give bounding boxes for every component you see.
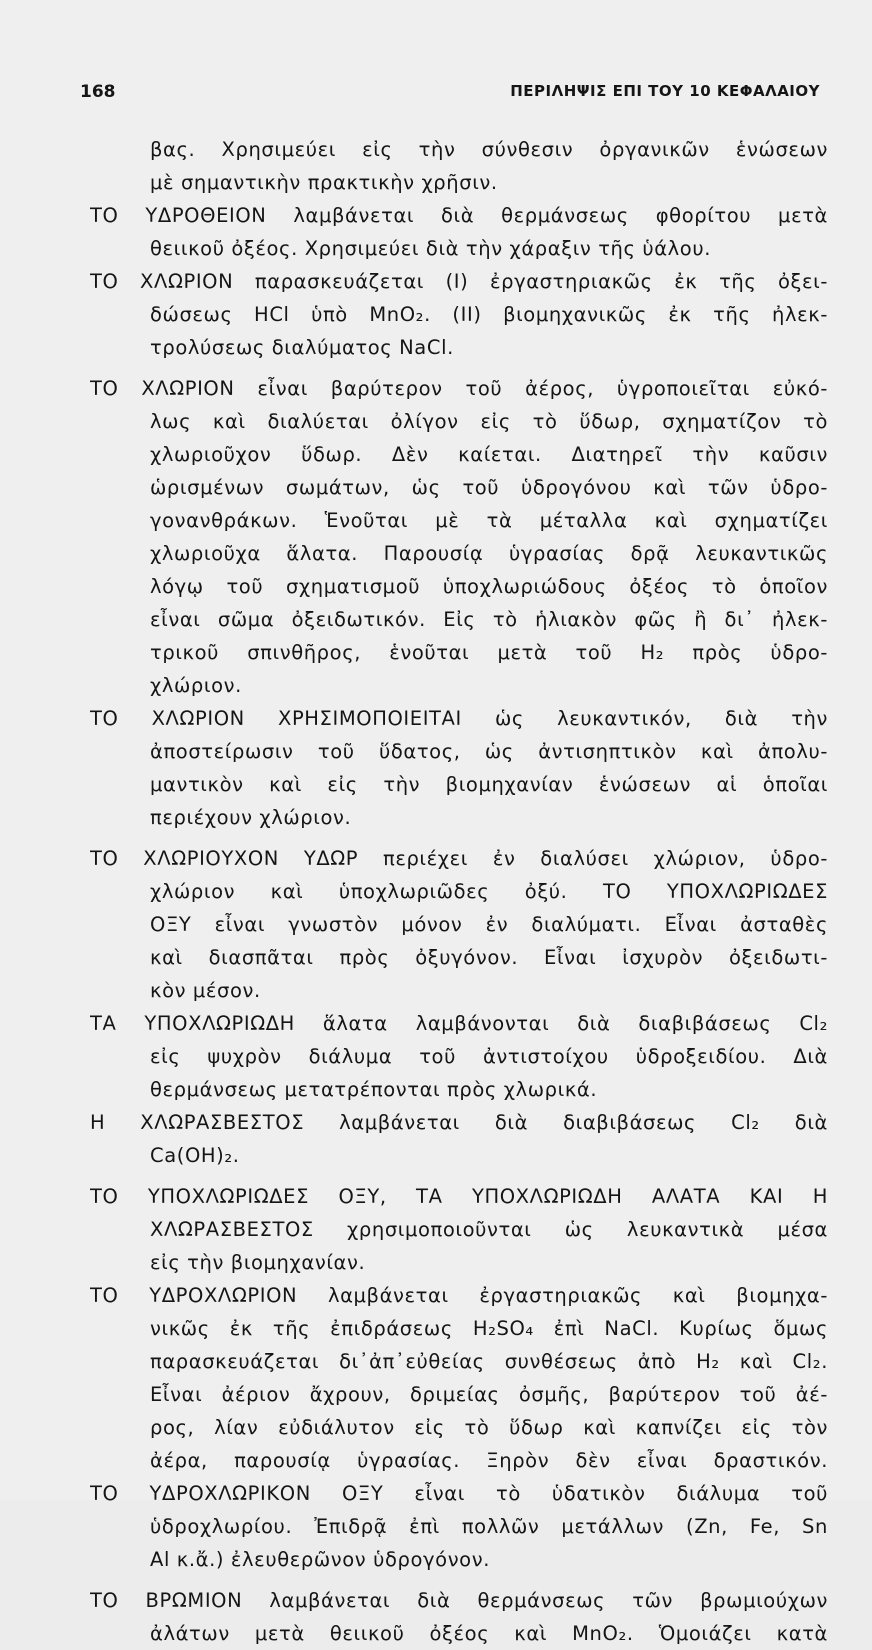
text-line: ΤΟ ΧΛΩΡΙΟΝ ΧΡΗΣΙΜΟΠΟΙΕΙΤΑΙ ὡς λευκαντικόν, διὰ τὴν	[90, 707, 828, 730]
text-line: ΤΟ ΥΔΡΟΧΛΩΡΙΟΝ λαμβάνεται ἐργαστηριακῶς καὶ βιομηχα-	[90, 1284, 828, 1307]
text-line: ΤΟ ΧΛΩΡΙΟΝ παρασκευάζεται (Ι) ἐργαστηριακῶς ἐκ τῆς ὀξει-	[90, 270, 828, 293]
paragraph-bromine	[90, 1584, 828, 1650]
text-line: λόγῳ τοῦ σχηματισμοῦ ὑποχλωριώδους ὀξέος τὸ ὁποῖον	[150, 575, 828, 598]
page-number: 168	[80, 82, 116, 102]
text-line: περιέχουν χλώριον.	[150, 806, 352, 829]
paragraph-continuation	[90, 133, 828, 199]
text-line: εἰς ψυχρὸν διάλυμα τοῦ ἀντιστοίχου ὑδροξειδίου. Διὰ	[150, 1045, 828, 1068]
text-line: εἰς τὴν βιομηχανίαν.	[150, 1251, 366, 1274]
text-line: νικῶς ἐκ τῆς ἐπιδράσεως H₂SO₄ ἐπὶ NaCl. Κυρίως ὅμως	[150, 1317, 828, 1340]
text-line: θερμάνσεως μετατρέπονται πρὸς χλωρικά.	[150, 1078, 598, 1101]
paragraph-chlorine-properties	[90, 372, 828, 702]
text-line: ΟΞΥ εἶναι γνωστὸν μόνον ἐν διαλύματι. Εἶναι ἀσταθὲς	[150, 913, 828, 936]
text-line: χλώριον καὶ ὑποχλωριῶδες ὀξύ. ΤΟ ΥΠΟΧΛΩΡΙΩΔΕΣ	[150, 880, 828, 903]
page-header	[80, 82, 820, 108]
text-line: ΤΑ ΥΠΟΧΛΩΡΙΩΔΗ ἅλατα λαμβάνονται διὰ διαβιβάσεως Cl₂	[90, 1012, 828, 1035]
text-line: βας. Χρησιμεύει εἰς τὴν σύνθεσιν ὀργανικῶν ἑνώσεων	[150, 138, 828, 161]
text-line: ἀποστείρωσιν τοῦ ὕδατος, ὡς ἀντισηπτικὸν καὶ ἀπολυ-	[150, 740, 828, 763]
text-line: ὑδροχλωρίου. Ἐπιδρᾷ ἐπὶ πολλῶν μετάλλων (Zn, Fe, Sn	[150, 1515, 828, 1538]
page-body	[90, 133, 828, 1650]
text-line: χλώριον.	[150, 674, 242, 697]
text-line: ΤΟ ΧΛΩΡΙΟΥΧΟΝ ΥΔΩΡ περιέχει ἐν διαλύσει χλώριον, ὑδρο-	[90, 847, 828, 870]
text-line: Ca(OH)₂.	[150, 1144, 240, 1167]
text-line: κὸν μέσον.	[150, 979, 261, 1002]
text-line: ΤΟ ΧΛΩΡΙΟΝ εἶναι βαρύτερον τοῦ ἀέρος, ὑγροποιεῖται εὐκό-	[90, 377, 828, 400]
text-line: Η ΧΛΩΡΑΣΒΕΣΤΟΣ λαμβάνεται διὰ διαβιβάσεως Cl₂ διὰ	[90, 1111, 828, 1134]
text-line: ΤΟ ΥΠΟΧΛΩΡΙΩΔΕΣ ΟΞΥ, ΤΑ ΥΠΟΧΛΩΡΙΩΔΗ ΑΛΑΤΑ ΚΑΙ Η	[90, 1185, 828, 1208]
text-line: ΤΟ ΥΔΡΟΧΛΩΡΙΚΟΝ ΟΞΥ εἶναι τὸ ὑδατικὸν διάλυμα τοῦ	[90, 1482, 828, 1505]
paragraph-chlorine-preparation	[90, 265, 828, 364]
text-line: Al κ.ἄ.) ἐλευθερῶνον ὑδρογόνον.	[150, 1548, 491, 1571]
text-line: ρος, λίαν εὐδιάλυτον εἰς τὸ ὕδωρ καὶ καπνίζει εἰς τὸν	[150, 1416, 828, 1439]
text-line: δώσεως HCl ὑπὸ MnO₂. (ΙΙ) βιομηχανικῶς ἐκ τῆς ἠλεκ-	[150, 303, 828, 326]
paragraph-bleaching-powder	[90, 1106, 828, 1172]
paragraph-hydrogen-chloride	[90, 1279, 828, 1477]
text-line: ΤΟ ΥΔΡΟΘΕΙΟΝ λαμβάνεται διὰ θερμάνσεως φθορίτου μετὰ	[90, 204, 828, 227]
text-line: εἶναι σῶμα ὀξειδωτικόν. Εἰς τὸ ἡλιακὸν φῶς ἢ δι᾽ ἠλεκ-	[150, 608, 828, 631]
text-line: γονανθράκων. Ἑνοῦται μὲ τὰ μέταλλα καὶ σχηματίζει	[150, 509, 828, 532]
running-title: ΠΕΡΙΛΗΨΙΣ ΕΠΙ ΤΟΥ 10 ΚΕΦΑΛΑΙΟΥ	[510, 82, 820, 100]
text-line: καὶ διασπᾶται πρὸς ὀξυγόνον. Εἶναι ἰσχυρὸν ὀξειδωτι-	[150, 946, 828, 969]
text-line: Εἶναι ἀέριον ἄχρουν, δριμείας ὀσμῆς, βαρύτερον τοῦ ἀέ-	[150, 1383, 828, 1406]
paragraph-hydrogen-fluoride	[90, 199, 828, 265]
text-line: μὲ σημαντικὴν πρακτικὴν χρῆσιν.	[150, 171, 498, 194]
paragraph-bleaching-agents	[90, 1180, 828, 1279]
text-line: ΧΛΩΡΑΣΒΕΣΤΟΣ χρησιμοποιοῦνται ὡς λευκαντικὰ μέσα	[150, 1218, 828, 1241]
text-line: ἀλάτων μετὰ θειικοῦ ὀξέος καὶ MnO₂. Ὁμοιάζει κατὰ	[150, 1622, 828, 1645]
text-line: λως καὶ διαλύεται ὀλίγον εἰς τὸ ὕδωρ, σχηματίζον τὸ	[150, 410, 828, 433]
text-line: θειικοῦ ὀξέος. Χρησιμεύει διὰ τὴν χάραξιν τῆς ὑάλου.	[150, 237, 712, 260]
text-line: ὡρισμένων σωμάτων, ὡς τοῦ ὑδρογόνου καὶ τῶν ὑδρο-	[150, 476, 828, 499]
text-line: τρολύσεως διαλύματος NaCl.	[150, 336, 454, 359]
text-line: χλωριοῦχον ὕδωρ. Δὲν καίεται. Διατηρεῖ τὴν καῦσιν	[150, 443, 828, 466]
text-line: χλωριοῦχα ἅλατα. Παρουσίᾳ ὑγρασίας δρᾷ λευκαντικῶς	[150, 542, 828, 565]
paragraph-chlorine-water	[90, 842, 828, 1007]
text-line: μαντικὸν καὶ εἰς τὴν βιομηχανίαν ἑνώσεων αἱ ὁποῖαι	[150, 773, 828, 796]
paragraph-chlorine-uses	[90, 702, 828, 834]
paragraph-hypochlorites	[90, 1007, 828, 1106]
text-line: τρικοῦ σπινθῆρος, ἑνοῦται μετὰ τοῦ H₂ πρὸς ὑδρο-	[150, 641, 828, 664]
paragraph-hydrochloric-acid	[90, 1477, 828, 1576]
text-line: ἀέρα, παρουσίᾳ ὑγρασίας. Ξηρὸν δὲν εἶναι δραστικόν.	[150, 1449, 828, 1472]
text-line: ΤΟ ΒΡΩΜΙΟΝ λαμβάνεται διὰ θερμάνσεως τῶν βρωμιούχων	[90, 1589, 828, 1612]
text-line: παρασκευάζεται δι᾽ἀπ᾽εὐθείας συνθέσεως ἀπὸ H₂ καὶ Cl₂.	[150, 1350, 828, 1373]
